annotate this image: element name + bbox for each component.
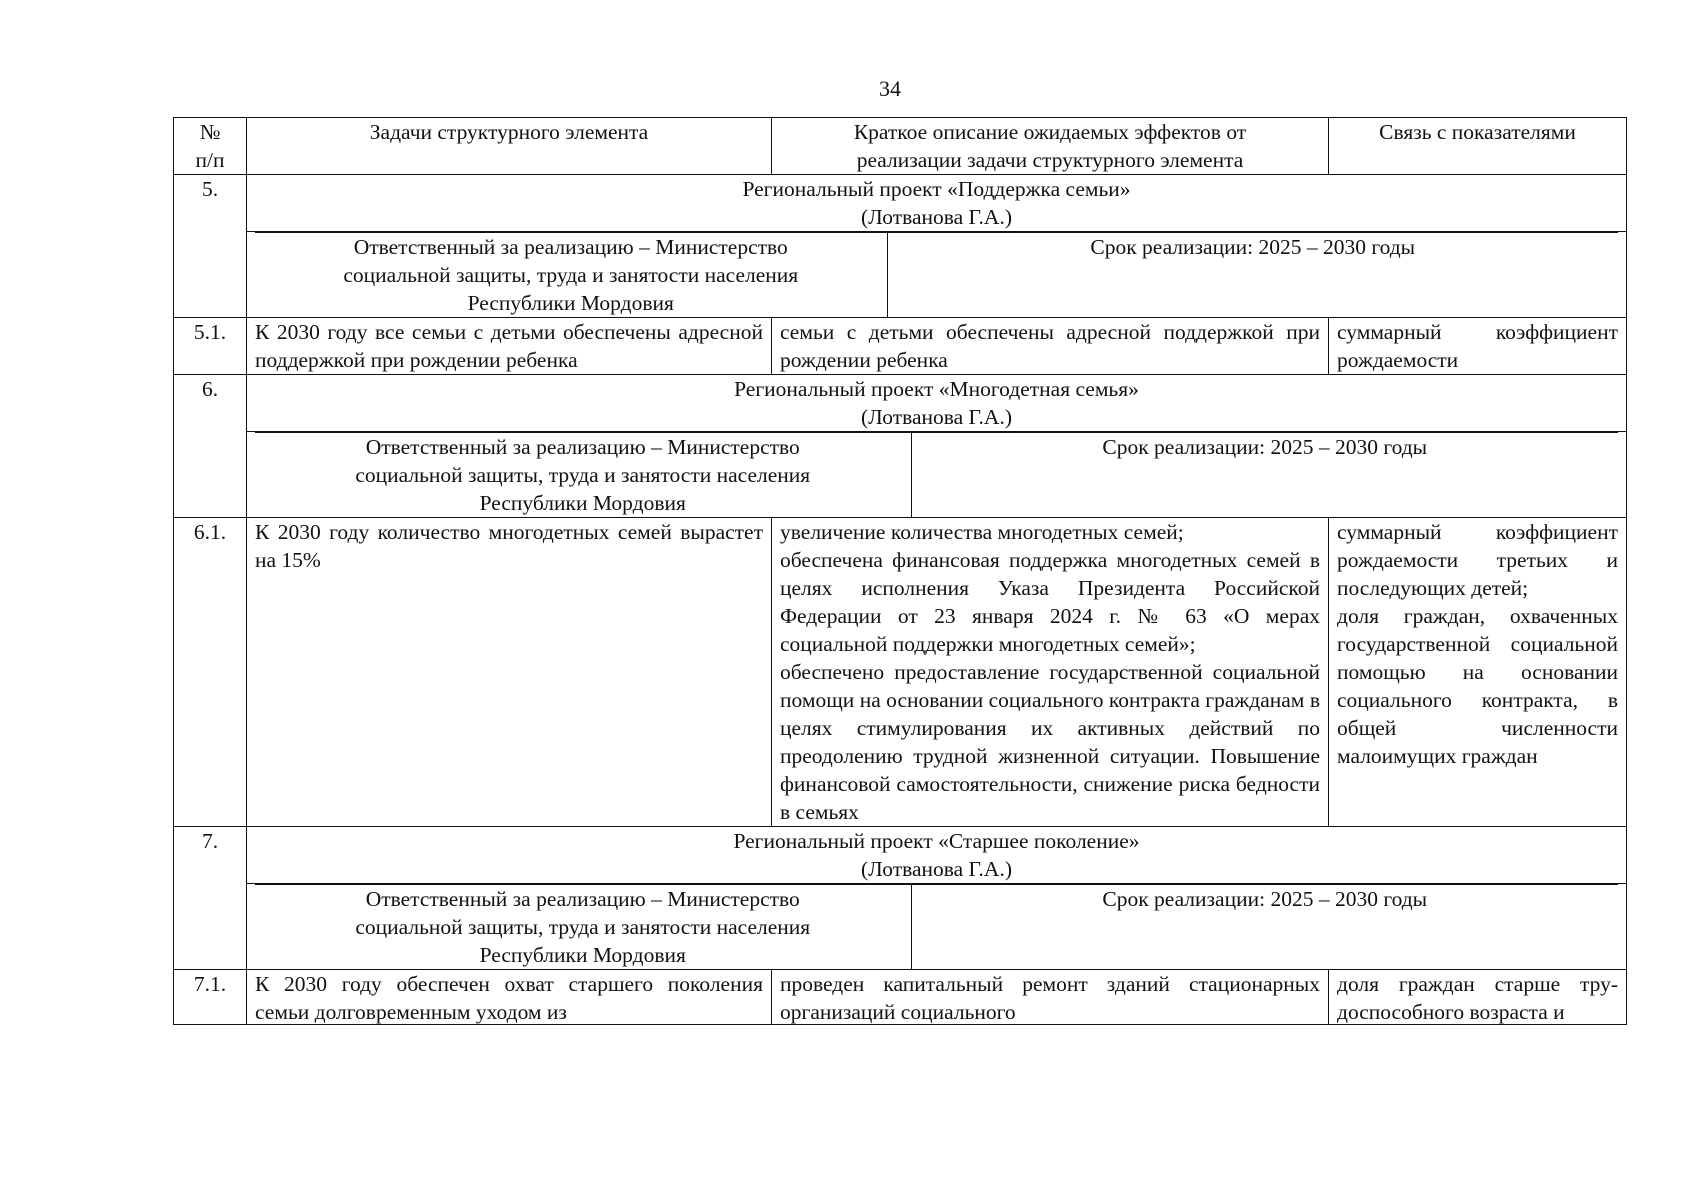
header-effects: Краткое описание ожидаемых эффектов от реализации задачи структурного элемента xyxy=(772,118,1329,175)
project-info-row xyxy=(174,232,1627,318)
term-text: Срок реализации: 2025 – 2030 годы xyxy=(887,233,1618,318)
project-title: Региональный проект «Старшее поколение» (Лотванова Г.А.) xyxy=(247,827,1627,884)
term-text: Срок реализации: 2025 – 2030 годы xyxy=(911,433,1618,518)
page-number: 34 xyxy=(879,76,901,101)
task-cell xyxy=(247,970,772,1025)
indicators-cell xyxy=(1329,970,1627,1025)
effects-text: проведен капитальный ремонт зданий стационарных организаций социального xyxy=(780,972,1320,1024)
section-number: 5. xyxy=(174,175,247,318)
header-number: № п/п xyxy=(174,118,247,175)
table-row xyxy=(174,318,1627,375)
project-title: Региональный проект «Многодетная семья» (Лотванова Г.А.) xyxy=(247,375,1627,432)
effects-cell xyxy=(772,970,1329,1025)
structural-elements-table xyxy=(173,117,1627,1025)
task-text: К 2030 году обеспечен охват старшего поколения семьи долговременным уходом из xyxy=(255,972,763,1024)
section-number: 6. xyxy=(174,375,247,518)
project-title-row xyxy=(174,175,1627,232)
table-header-row xyxy=(174,118,1627,175)
header-indicators: Связь с показателями xyxy=(1329,118,1627,175)
term-text: Срок реализации: 2025 – 2030 годы xyxy=(911,885,1618,970)
indicators-text: доля граждан старше тру-доспособного возраста и xyxy=(1337,972,1618,1024)
responsible-text: Ответственный за реализацию – Министерство социальной защиты, труда и занятости населения Республики Мордовия xyxy=(255,233,887,318)
responsible-text: Ответственный за реализацию – Министерство социальной защиты, труда и занятости населения Республики Мордовия xyxy=(255,433,911,518)
project-info xyxy=(247,884,1627,970)
effects-cell: увеличение количества многодетных семей; обеспечена финансовая поддержка многодетных семей в целях исполнения Указа Президента Российской Федерации от 23 января 2024 г. № 63 «О мерах социальной поддержки многодетных семей»; обеспечено предоставление государственной социальной помощи на основании социального контракта гражданам в целях стимулирования их активных действий по преодолению трудной жизненной ситуации. Повышение финансовой самостоятельности, снижение риска бедности в семьях xyxy=(772,518,1329,827)
responsible-text: Ответственный за реализацию – Министерство социальной защиты, труда и занятости населения Республики Мордовия xyxy=(255,885,911,970)
indicators-cell: суммарный коэффициент рождаемости третьих и последующих детей; доля граждан, охваченных государственной социальной помощью на основании социального контракта, в общей численности малоимущих граждан xyxy=(1329,518,1627,827)
indicators-cell: суммарный коэффициент рождаемости xyxy=(1329,318,1627,375)
project-info xyxy=(247,232,1627,318)
task-cell: К 2030 году количество многодетных семей вырастет на 15% xyxy=(247,518,772,827)
row-number: 6.1. xyxy=(174,518,247,827)
project-title-row xyxy=(174,375,1627,432)
project-title-row xyxy=(174,827,1627,884)
table-row xyxy=(174,518,1627,827)
row-number: 7.1. xyxy=(174,970,247,1025)
effects-cell: семьи с детьми обеспечены адресной поддержкой при рождении ребенка xyxy=(772,318,1329,375)
project-info-row xyxy=(174,884,1627,970)
row-number: 5.1. xyxy=(174,318,247,375)
project-info-row xyxy=(174,432,1627,518)
table-row xyxy=(174,970,1627,1025)
section-number: 7. xyxy=(174,827,247,970)
task-cell: К 2030 году все семьи с детьми обеспечены адресной поддержкой при рождении ребенка xyxy=(247,318,772,375)
header-tasks: Задачи структурного элемента xyxy=(247,118,772,175)
project-info xyxy=(247,432,1627,518)
project-title: Региональный проект «Поддержка семьи» (Лотванова Г.А.) xyxy=(247,175,1627,232)
